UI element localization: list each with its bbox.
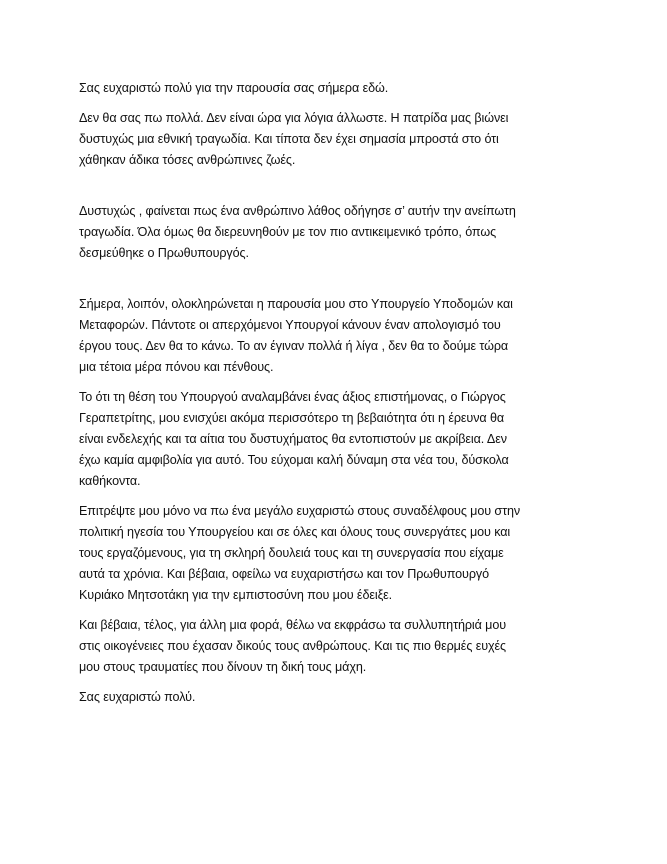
paragraph-1: Σας ευχαριστώ πολύ για την παρουσία σας σήμερα εδώ.: [79, 81, 389, 95]
paragraph-4: Σήμερα, λοιπόν, ολοκληρώνεται η παρουσία μου στο Υπουργείο Υποδομών και Μεταφορών. Πάντοτε οι απερχόμενοι Υπουργοί κάνουν έναν απολογισμό του έργου τους. Δεν θα το κάνω. Το αν έγιναν πολλά ή λίγα , δεν θα το δούμε τώρα μια τέτοια μέρα πόνου και πένθους.: [79, 297, 513, 374]
document-body: [79, 78, 593, 717]
paragraph-7: Και βέβαια, τέλος, για άλλη μια φορά, θέλω να εκφράσω τα συλλυπητήριά μου στις οικογένειες που έχασαν δικούς τους ανθρώπους. Και τις πιο θερμές ευχές μου στους τραυματίες που δίνουν τη δική τους μάχη.: [79, 618, 507, 674]
paragraph-3: Δυστυχώς , φαίνεται πως ένα ανθρώπινο λάθος οδήγησε σ’ αυτήν την ανείπωτη τραγωδία. Όλα όμως θα διερευνηθούν με τον πιο αντικειμενικό τρόπο, όπως δεσμεύθηκε ο Πρωθυπουργός.: [79, 204, 516, 260]
paragraph-5: Το ότι τη θέση του Υπουργού αναλαμβάνει ένας άξιος επιστήμονας, ο Γιώργος Γεραπετρίτης, μου ενισχύει ακόμα περισσότερο τη βεβαιότητα ότι η έρευνα θα είναι ενδελεχής και τα αίτια του δυστυχήματος θα εντοπιστούν με ακρίβεια. Δεν έχω καμία αμφιβολία για αυτό. Του εύχομαι καλή δύναμη στα νέα του, δύσκολα καθήκοντα.: [79, 390, 509, 488]
paragraph-6: Επιτρέψτε μου μόνο να πω ένα μεγάλο ευχαριστώ στους συναδέλφους μου στην πολιτική ηγεσία του Υπουργείου και σε όλες και όλους τους συνεργάτες μου και τους εργαζόμενους, για τη σκληρή δουλειά τους και τη συνεργασία που είχαμε αυτά τα χρόνια. Και βέβαια, οφείλω να ευχαριστήσω και τον Πρωθυπουργό Κυριάκο Μητσοτάκη για την εμπιστοσύνη που μου έδειξε.: [79, 504, 521, 602]
paragraph-8: Σας ευχαριστώ πολύ.: [79, 690, 196, 704]
paragraph-2: Δεν θα σας πω πολλά. Δεν είναι ώρα για λόγια άλλωστε. Η πατρίδα μας βιώνει δυστυχώς μια εθνική τραγωδία. Και τίποτα δεν έχει σημασία μπροστά στο ότι χάθηκαν άδικα τόσες ανθρώπινες ζωές.: [79, 111, 509, 167]
